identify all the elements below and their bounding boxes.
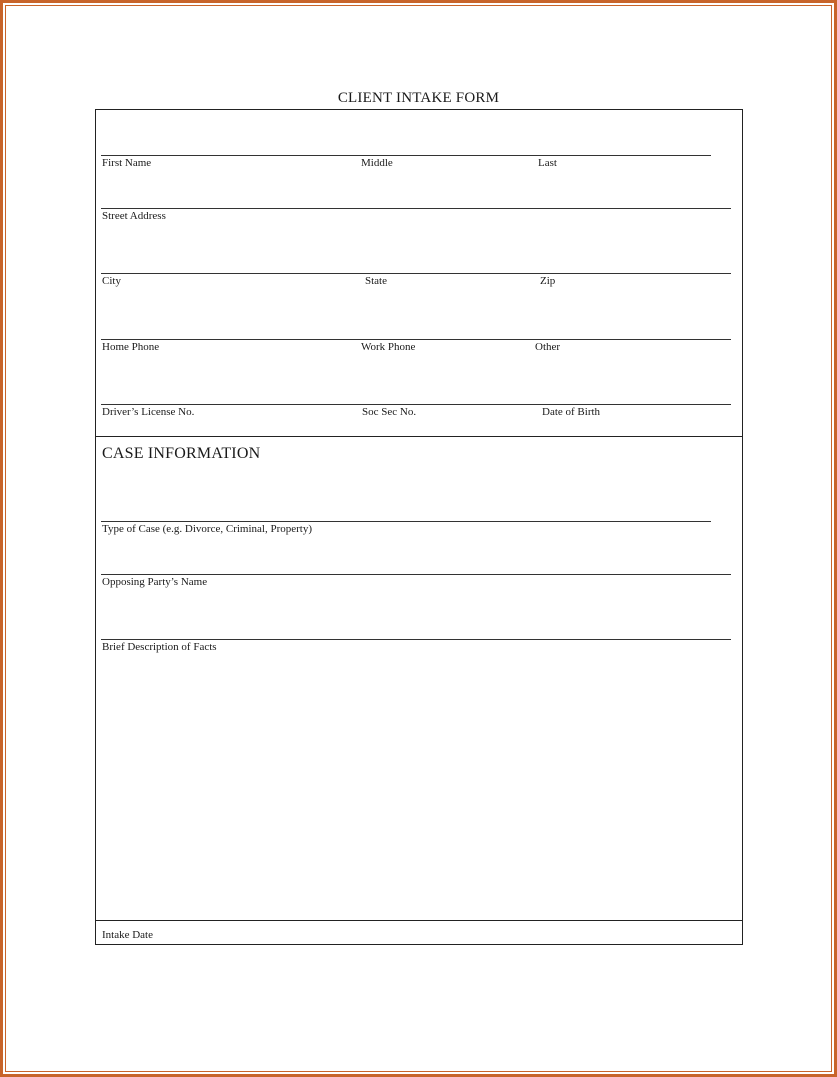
first-name-label: First Name — [102, 157, 152, 169]
case-type-label: Type of Case (e.g. Divorce, Criminal, Property) — [102, 523, 313, 535]
intake-divider — [95, 920, 743, 921]
phone-field[interactable] — [101, 339, 731, 340]
street-address-field[interactable] — [101, 208, 731, 209]
state-label: State — [365, 275, 387, 287]
home-phone-label: Home Phone — [102, 341, 160, 353]
section-divider — [95, 436, 743, 437]
drivers-license-label: Driver’s License No. — [102, 406, 195, 418]
name-field[interactable] — [101, 155, 711, 156]
city-state-zip-field[interactable] — [101, 273, 731, 274]
soc-sec-label: Soc Sec No. — [362, 406, 417, 418]
work-phone-label: Work Phone — [361, 341, 416, 353]
last-name-label: Last — [538, 157, 557, 169]
zip-label: Zip — [540, 275, 556, 287]
facts-label: Brief Description of Facts — [102, 641, 217, 653]
id-field[interactable] — [101, 404, 731, 405]
date-of-birth-label: Date of Birth — [542, 406, 601, 418]
middle-name-label: Middle — [361, 157, 393, 169]
case-type-field[interactable] — [101, 521, 711, 522]
street-address-label: Street Address — [102, 210, 166, 222]
city-label: City — [102, 275, 121, 287]
other-phone-label: Other — [535, 341, 561, 353]
case-information-heading: CASE INFORMATION — [102, 445, 261, 462]
facts-field[interactable] — [101, 639, 731, 640]
intake-date-label: Intake Date — [102, 929, 153, 941]
form-title: CLIENT INTAKE FORM — [337, 90, 500, 106]
opposing-party-label: Opposing Party’s Name — [102, 576, 208, 588]
opposing-party-field[interactable] — [101, 574, 731, 575]
